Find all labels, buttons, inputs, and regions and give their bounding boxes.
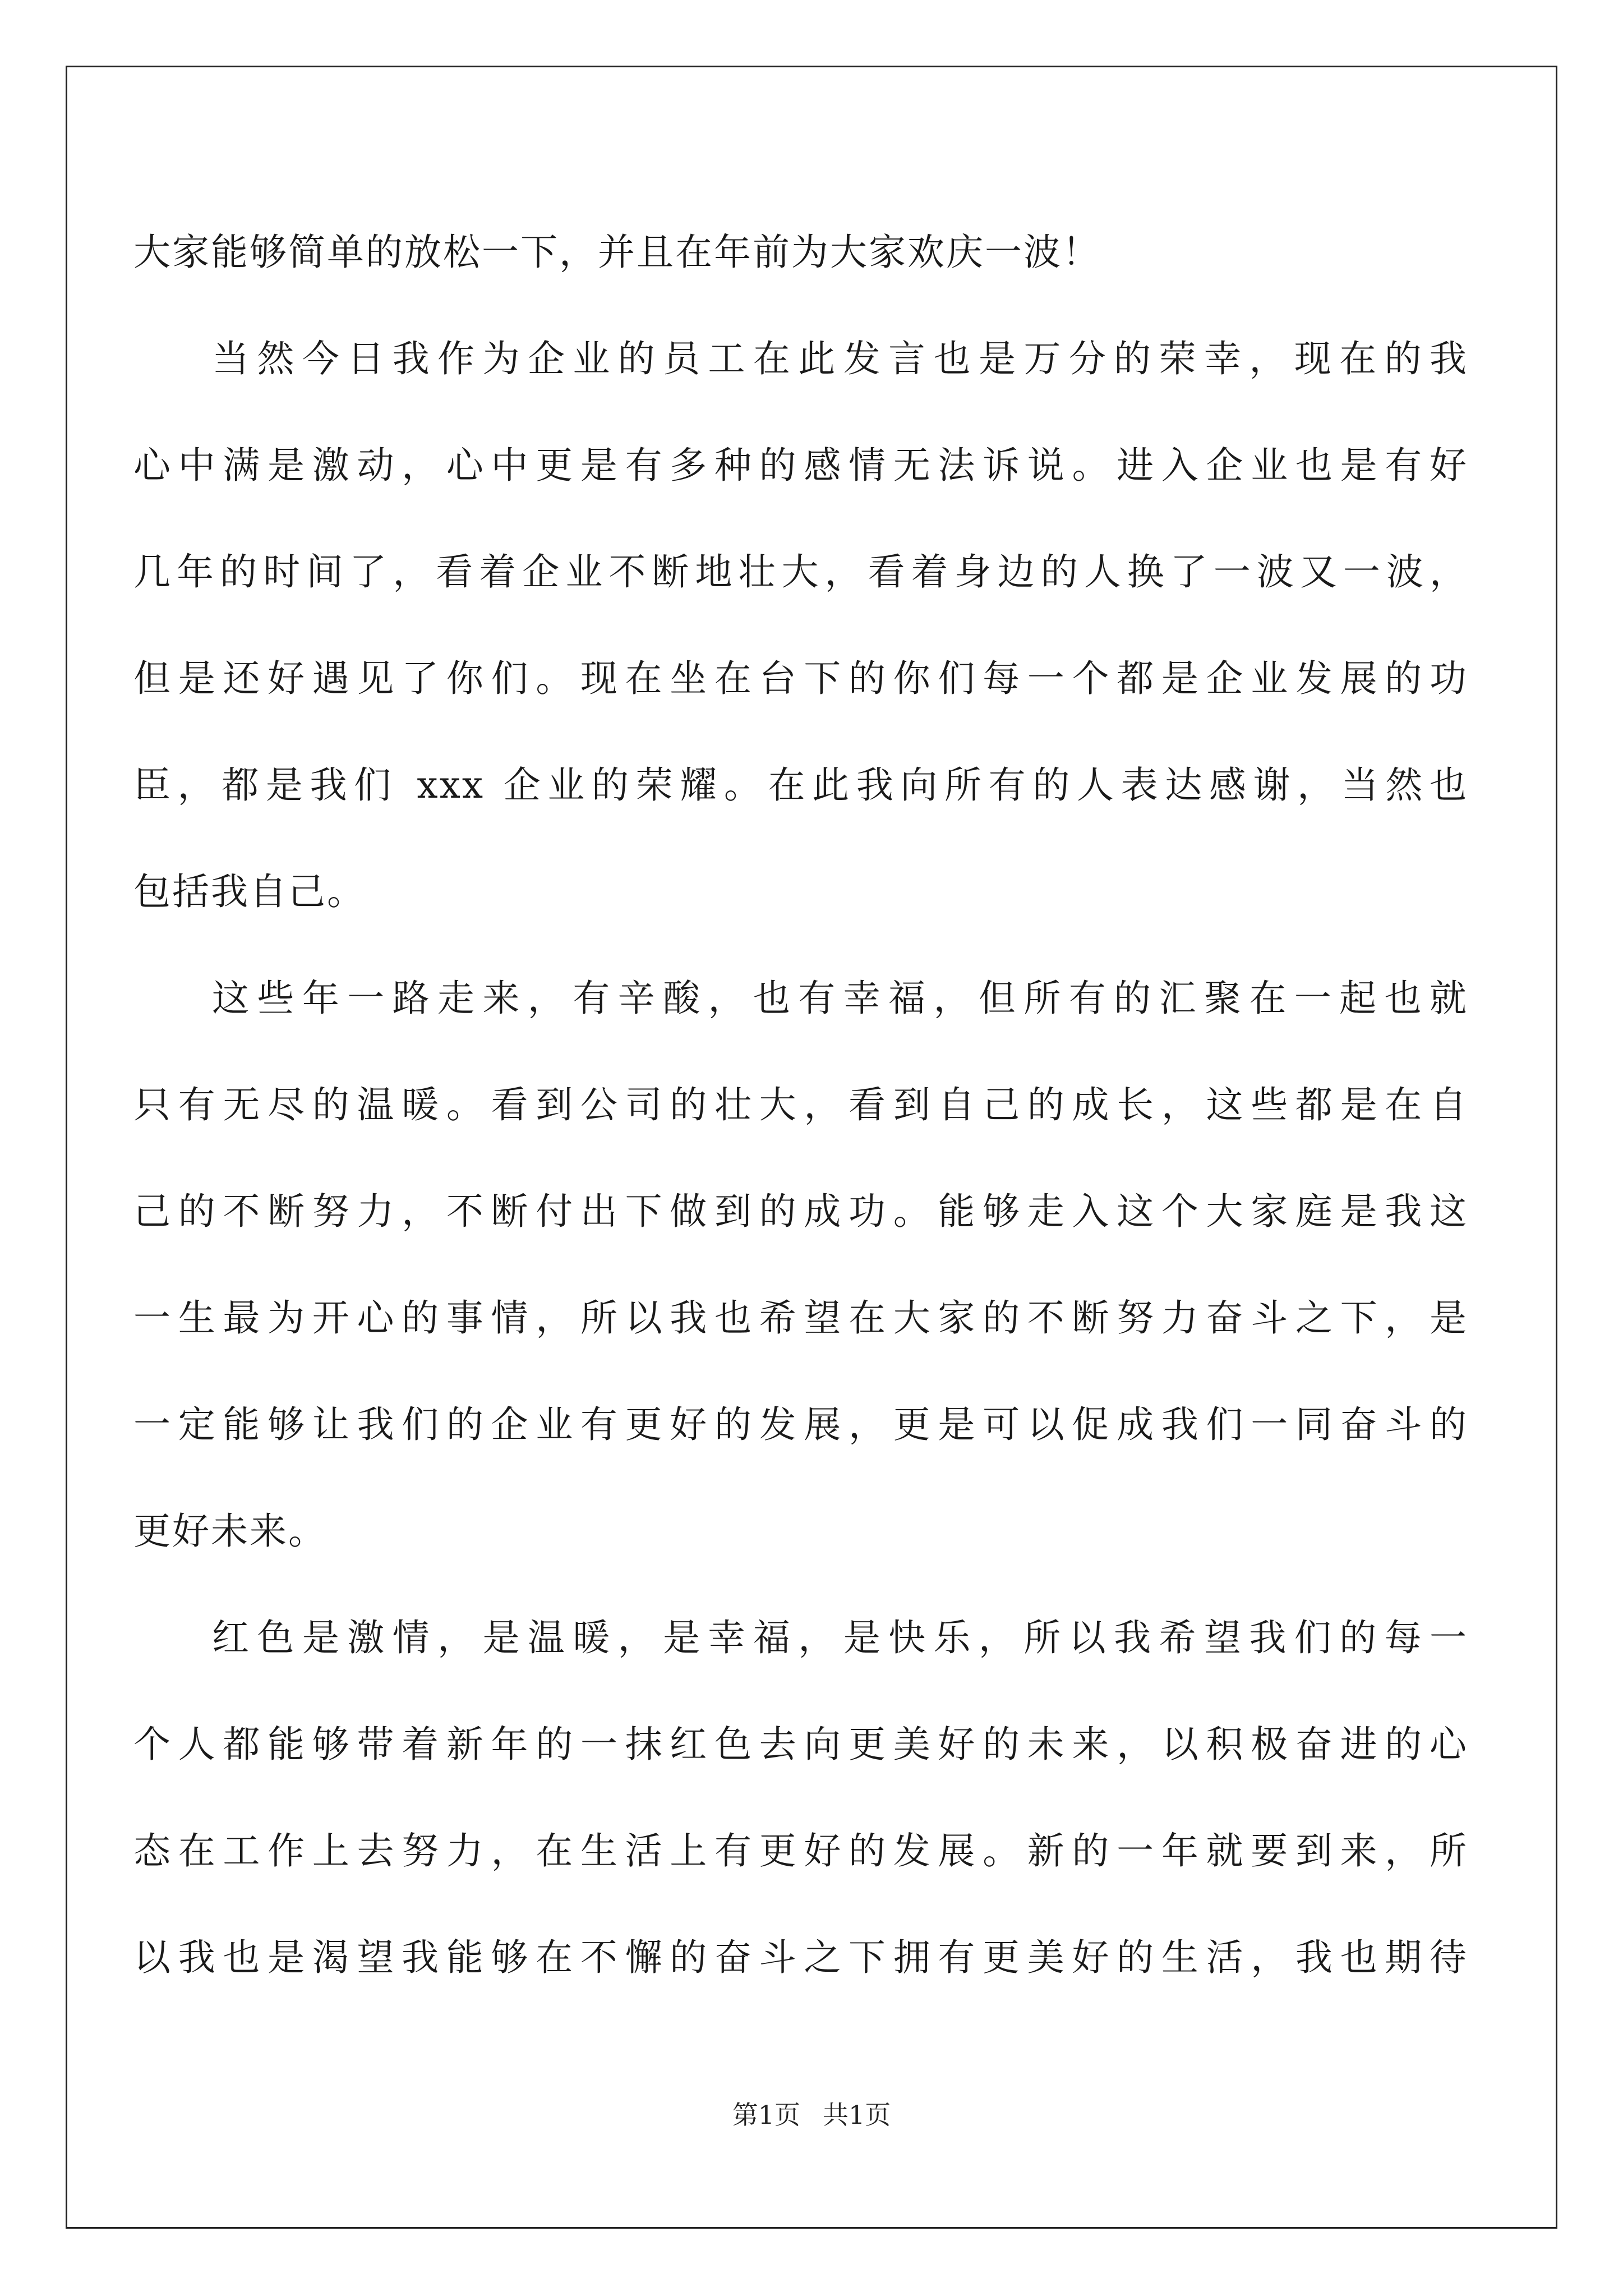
text-line: 己的不断努力，不断付出下做到的成功。能够走入这个大家庭是我这 xyxy=(133,1190,1468,1233)
text-line: 一定能够让我们的企业有更好的发展，更是可以促成我们一同奋斗的 xyxy=(133,1403,1468,1446)
page-number-total: 共1页 xyxy=(823,2100,891,2130)
text-line: 心中满是激动，心中更是有多种的感情无法诉说。进入企业也是有好 xyxy=(133,444,1468,487)
text-line: 一生最为开心的事情，所以我也希望在大家的不断努力奋斗之下，是 xyxy=(133,1296,1468,1340)
page-number-current: 第1页 xyxy=(732,2100,800,2130)
page-footer xyxy=(0,2098,1623,2132)
paragraph-first-line: 当然今日我作为企业的员工在此发言也是万分的荣幸，现在的我 xyxy=(212,337,1468,380)
text-line: 只有无尽的温暖。看到公司的壮大，看到自己的成长，这些都是在自 xyxy=(133,1083,1468,1126)
text-line: 臣，都是我们 xxx 企业的荣耀。在此我向所有的人表达感谢，当然也 xyxy=(133,763,1468,807)
text-line: 个人都能够带着新年的一抹红色去向更美好的未来，以积极奋进的心 xyxy=(133,1723,1468,1766)
paragraph-first-line: 红色是激情，是温暖，是幸福，是快乐，所以我希望我们的每一 xyxy=(212,1616,1468,1659)
paragraph-first-line: 这些年一路走来，有辛酸，也有幸福，但所有的汇聚在一起也就 xyxy=(212,977,1468,1020)
text-line: 几年的时间了，看着企业不断地壮大，看着身边的人换了一波又一波， xyxy=(133,550,1468,593)
text-line: 态在工作上去努力，在生活上有更好的发展。新的一年就要到来，所 xyxy=(133,1829,1468,1872)
text-line: 包括我自己。 xyxy=(133,870,366,913)
text-line: 大家能够简单的放松一下，并且在年前为大家欢庆一波！ xyxy=(133,231,1101,274)
text-line: 更好未来。 xyxy=(133,1510,327,1553)
text-line: 以我也是渴望我能够在不懈的奋斗之下拥有更美好的生活，我也期待 xyxy=(133,1936,1468,1979)
text-line: 但是还好遇见了你们。现在坐在台下的你们每一个都是企业发展的功 xyxy=(133,657,1468,700)
